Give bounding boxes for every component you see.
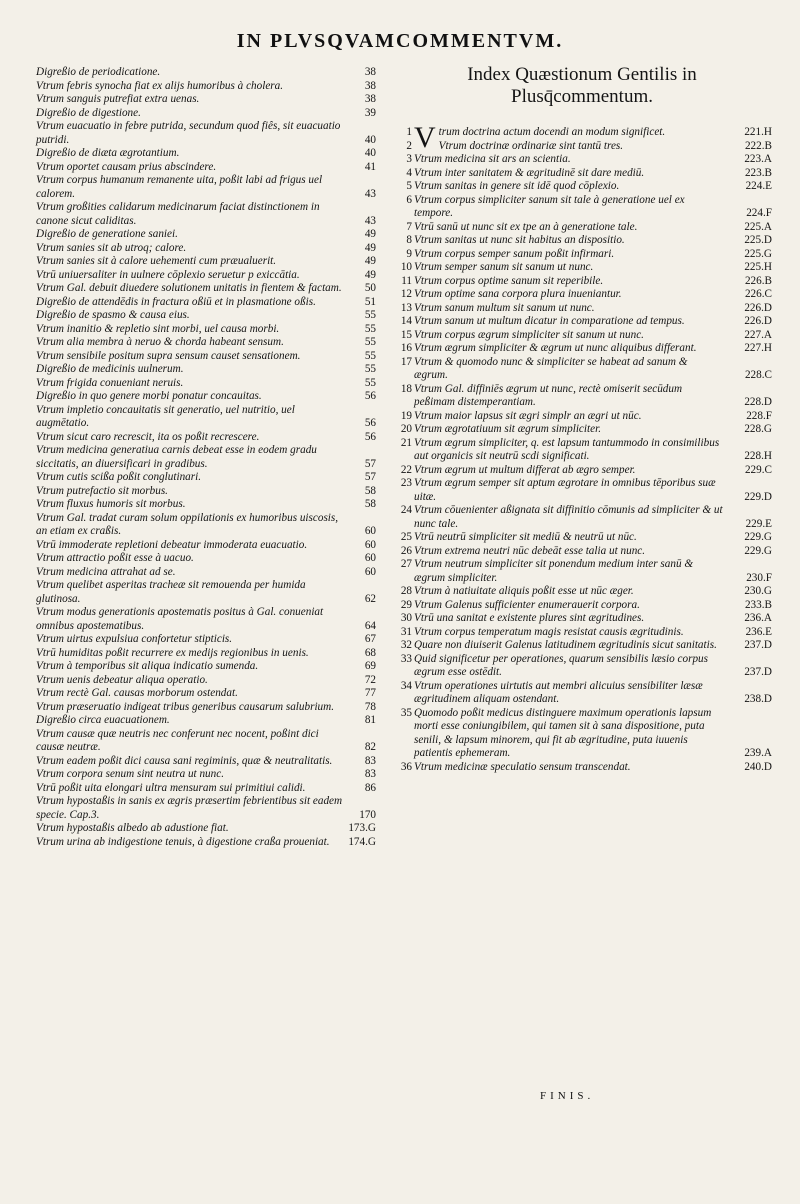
entry-text: Vtrum Gal. tradat curam solum oppilationis ex humoribus uiscosis, an etiam ex craßis. [36, 511, 339, 537]
entry-text: Digreßio de attendēdis in fractura oßiū et in plasmatione oßis. [36, 295, 316, 308]
entry-text: Vtrum urina ab indigestione tenuis, à digestione craßa proueniat. [36, 835, 330, 848]
index-entry [392, 639, 772, 653]
entry-number: 21 [400, 436, 412, 449]
entry-text: Vtrum optime sana corpora plura inueniantur. [414, 288, 622, 300]
index-entries [392, 121, 772, 774]
entry-page: 55 [364, 336, 376, 348]
entry-text: Vtrum corpus temperatum magis resistat causis ægritudinis. [414, 625, 684, 638]
entry-number: 4 [406, 166, 412, 179]
index-entry [392, 410, 772, 424]
entry-text: Vtrum inter sanitatem & ægritudinē sit dare mediū. [414, 166, 645, 179]
entry-page: 49 [364, 268, 376, 281]
entry-text: Vtrum sicut caro recrescit, ita os poßit recrescere. [36, 430, 260, 443]
entry-text: Digreßio de diæta ægrotantium. [36, 147, 180, 159]
contents-entry [36, 228, 376, 242]
entry-text: Vtrū uniuersaliter in uulnere cōplexio seruetur p exiccātia. [36, 268, 300, 281]
entry-text: Vtrum febris synocha fiat ex alijs humoribus à cholera. [36, 79, 284, 92]
entry-page: 67 [364, 633, 376, 645]
entry-number: 5 [406, 180, 412, 192]
contents-entry [36, 660, 376, 674]
entry-page: 78 [364, 700, 376, 713]
index-entry [392, 423, 772, 437]
entry-text: Vtrum ægrum simpliciter, q. est lapsum tantummodo in consimilibus aut organicis sit neutrū scdi significati. [414, 436, 720, 462]
entry-text: Vtrū immoderate repletioni debeatur immoderata euacuatio. [36, 538, 308, 551]
contents-entry [36, 350, 376, 364]
contents-entry [36, 728, 376, 755]
index-entry [392, 626, 772, 640]
index-entry [392, 599, 772, 613]
contents-entry [36, 296, 376, 310]
entry-number: 14 [400, 315, 412, 327]
contents-entry [36, 579, 376, 606]
entry-text: Vtrū poßit uita elongari ultra mensuram sui primitiui calidi. [36, 781, 306, 794]
entry-page: 238.D [744, 693, 772, 705]
entry-number: 1 [406, 126, 412, 138]
index-entry [392, 356, 772, 383]
right-column [392, 60, 772, 774]
entry-page: 240.D [744, 760, 772, 773]
index-entry [392, 707, 772, 761]
index-entry [392, 140, 772, 154]
entry-page: 222.B [744, 139, 772, 152]
entry-page: 237.D [744, 666, 772, 678]
entry-text: Digreßio de periodicatione. [36, 66, 161, 78]
entry-number: 18 [400, 382, 412, 395]
index-entry [392, 194, 772, 221]
contents-entry [36, 404, 376, 431]
index-entry [392, 680, 772, 707]
entry-number: 13 [400, 301, 412, 314]
entry-text: Digreßio de digestione. [36, 106, 141, 119]
entry-page: 68 [364, 646, 376, 659]
entry-page: 230.F [746, 571, 772, 584]
contents-entry [36, 836, 376, 850]
entry-page: 233.B [744, 598, 772, 611]
contents-entry [36, 431, 376, 445]
entry-text: Vtrum cōuenienter aßignata sit diffinitio cōmunis ad simpliciter & ut nunc tale. [414, 504, 723, 530]
entry-text: Vtrum euacuatio in febre putrida, secundum quod fiês, sit euacuatio putridi. [36, 120, 341, 146]
entry-page: 81 [364, 714, 376, 726]
entry-text: Vtrum großities calidarum medicinarum faciat distinctionem in canone sicut caliditas. [36, 201, 320, 227]
entry-page: 239.A [744, 747, 772, 759]
entry-text: Quare non diuiserit Galenus latitudinem ægritudinis sicut sanitatis. [414, 639, 717, 651]
entry-text: Vtrum uirtus expulsiua confortetur stipticis. [36, 633, 233, 645]
index-entry [392, 437, 772, 464]
entry-text: trum doctrina actum docendi an modum significet. [438, 126, 666, 138]
index-title-line2: Plusq̄commentum. [511, 86, 653, 107]
entry-text: Vtrum hypostaßis albedo ab adustione fiat. [36, 822, 229, 834]
entry-page: 43 [364, 214, 376, 227]
entry-text: Vtrum neutrum simpliciter sit ponendum medium inter sanū & ægrum simpliciter. [414, 558, 694, 584]
contents-entry [36, 93, 376, 107]
entry-text: Vtrum corpus semper sanum poßit infirmari. [414, 247, 615, 260]
entry-text: Vtrum medicina sit ars an scientia. [414, 153, 571, 165]
entry-text: Vtrum causæ quæ neutris nec conferunt nec nocent, poßint dici causæ neutræ. [36, 727, 319, 753]
contents-entry [36, 80, 376, 94]
entry-text: Vtrum maior lapsus sit ægri simplr an ægri ut nūc. [414, 409, 642, 422]
entry-text: Digreßio de medicinis uulnerum. [36, 363, 184, 375]
entry-text: Digreßio in quo genere morbi ponatur concauitas. [36, 390, 262, 402]
entry-page: 69 [364, 660, 376, 672]
contents-entry [36, 107, 376, 121]
contents-entry [36, 687, 376, 701]
index-entry [392, 275, 772, 289]
index-entry [392, 761, 772, 775]
entry-page: 60 [364, 565, 376, 578]
entry-text: Vtrum ægrotatiuum sit ægrum simpliciter. [414, 423, 601, 435]
entry-page: 40 [364, 133, 376, 146]
contents-entry [36, 552, 376, 566]
contents-entry [36, 539, 376, 553]
entry-text: Vtrum à natiuitate aliquis poßit esse ut nūc æger. [414, 585, 634, 597]
index-title [392, 64, 772, 108]
entry-text: Vtrum uenis debeatur aliqua operatio. [36, 673, 208, 686]
contents-entry [36, 768, 376, 782]
entry-text: Vtrum sanum ut multum dicatur in comparatione ad tempus. [414, 315, 685, 327]
entry-page: 223.A [744, 153, 772, 165]
contents-entry [36, 606, 376, 633]
contents-entry [36, 795, 376, 822]
entry-page: 226.D [744, 315, 772, 327]
entry-number: 26 [400, 544, 412, 557]
entry-number: 16 [400, 342, 412, 354]
entry-text: Vtrum sanguis putrefiat extra uenas. [36, 93, 200, 105]
entry-text: Vtrum corpus ægrum simpliciter sit sanum ut nunc. [414, 328, 644, 341]
contents-entry [36, 66, 376, 80]
entry-text: Vtrum hypostaßis in sanis ex ægris præsertim febrientibus sit eadem specie. Cap.3. [36, 795, 343, 821]
entry-text: Digreßio de generatione saniei. [36, 228, 178, 240]
entry-page: 56 [364, 390, 376, 402]
contents-entry [36, 674, 376, 688]
entry-number: 34 [400, 679, 412, 692]
entry-page: 228.F [746, 409, 772, 422]
entry-text: Vtrum sanitas ut nunc sit habitus an dispositio. [414, 234, 625, 246]
entry-text: Vtrum quelibet asperitas tracheæ sit remouenda per humida glutinosa. [36, 579, 306, 605]
index-entry [392, 180, 772, 194]
entry-page: 55 [364, 349, 376, 362]
entry-page: 229.D [744, 490, 772, 503]
entry-page: 229.E [745, 517, 772, 530]
entry-text: Vtrum sanies sit ab utroq; calore. [36, 241, 187, 254]
entry-page: 56 [364, 417, 376, 429]
entry-page: 225.D [744, 234, 772, 246]
contents-entry [36, 201, 376, 228]
entry-text: Vtrum frigida conueniant neruis. [36, 376, 184, 389]
contents-entry [36, 282, 376, 296]
index-entry [392, 167, 772, 181]
entry-number: 20 [400, 423, 412, 435]
entry-number: 23 [400, 477, 412, 489]
entry-page: 223.B [744, 166, 772, 179]
entry-page: 82 [364, 741, 376, 753]
entry-page: 60 [364, 525, 376, 537]
entry-page: 83 [364, 768, 376, 780]
entry-text: Vtrum sanum multum sit sanum ut nunc. [414, 301, 595, 314]
entry-page: 228.D [744, 396, 772, 408]
entry-page: 224.F [746, 207, 772, 219]
index-entry [392, 477, 772, 504]
entry-page: 173.G [348, 822, 376, 834]
entry-page: 228.H [744, 450, 772, 462]
entry-text: Vtrū una sanitat e existente plures sint ægritudines. [414, 612, 645, 624]
index-entry [392, 504, 772, 531]
entry-number: 6 [406, 193, 412, 206]
index-entry [392, 288, 772, 302]
entry-text: Quid significetur per operationes, quarum sensibilis læsio corpus ægrum esse ostēdit. [414, 652, 708, 678]
entry-text: Vtrum corpus optime sanum sit reperibile. [414, 274, 604, 287]
entry-number: 22 [400, 463, 412, 476]
contents-entry [36, 174, 376, 201]
entry-number: 9 [406, 247, 412, 260]
entry-text: Vtrum sanitas in genere sit idē quod cōplexio. [414, 180, 620, 192]
entry-text: Vtrum eadem poßit dici causa sani regiminis, quæ & neutralitatis. [36, 754, 333, 767]
entry-number: 31 [400, 625, 412, 638]
contents-entry [36, 363, 376, 377]
running-header: IN PLVSQVAMCOMMENTVM. [236, 30, 564, 52]
entry-page: 57 [364, 457, 376, 470]
entry-page: 62 [364, 592, 376, 605]
entry-page: 174.G [348, 835, 376, 848]
entry-text: Vtrum ægrum ut multum differat ab ægro semper. [414, 463, 636, 476]
entry-number: 33 [400, 652, 412, 665]
contents-entry [36, 242, 376, 256]
contents-entry [36, 782, 376, 796]
entry-page: 236.E [745, 625, 772, 638]
index-entry [392, 302, 772, 316]
entry-text: Vtrum cutis scißa poßit conglutinari. [36, 471, 202, 483]
entry-page: 225.G [744, 247, 772, 260]
entry-page: 170 [359, 808, 376, 821]
entry-page: 41 [364, 160, 376, 173]
entry-page: 226.B [744, 274, 772, 287]
entry-text: Vtrū sanū ut nunc sit ex tpe an à generatione tale. [414, 220, 638, 233]
entry-number: 36 [400, 760, 412, 773]
entry-page: 55 [364, 376, 376, 389]
index-entry [392, 464, 772, 478]
entry-page: 38 [364, 79, 376, 92]
entry-page: 226.C [744, 288, 772, 300]
entry-page: 229.C [744, 463, 772, 476]
contents-entry [36, 120, 376, 147]
contents-entry [36, 147, 376, 161]
entry-page: 49 [364, 255, 376, 267]
entry-number: 8 [406, 234, 412, 246]
entry-page: 86 [364, 781, 376, 794]
index-entry [392, 342, 772, 356]
entry-text: Vtrum sensibile positum supra sensum causet sensationem. [36, 349, 301, 362]
entry-page: 38 [364, 93, 376, 105]
drop-cap: V [414, 121, 436, 154]
entry-page: 227.H [744, 342, 772, 354]
contents-entry [36, 755, 376, 769]
entry-page: 228.G [744, 423, 772, 435]
entry-number: 29 [400, 598, 412, 611]
entry-number: 19 [400, 409, 412, 422]
entry-page: 38 [364, 66, 376, 78]
entry-text: Vtrum & quomodo nunc & simpliciter se habeat ad sanum & ægrum. [414, 355, 688, 381]
entry-number: 15 [400, 328, 412, 341]
entry-number: 32 [400, 639, 412, 651]
contents-entry [36, 323, 376, 337]
contents-entry [36, 377, 376, 391]
index-title-line1: Index Quæstionum Gentilis in [467, 64, 697, 85]
entry-text: Vtrum præseruatio indigeat tribus generibus causarum salubrium. [36, 700, 335, 713]
contents-entry [36, 471, 376, 485]
contents-entry [36, 714, 376, 728]
entry-number: 35 [400, 706, 412, 719]
entry-number: 12 [400, 288, 412, 300]
entry-page: 57 [364, 471, 376, 483]
index-entry [392, 545, 772, 559]
entry-page: 227.A [744, 328, 772, 341]
entry-number: 24 [400, 504, 412, 516]
entry-text: Digreßio circa euacuationem. [36, 714, 170, 726]
entry-text: Vtrū neutrū simpliciter sit mediū & neutrū ut nūc. [414, 531, 637, 543]
index-entry [392, 261, 772, 275]
entry-text: Vtrum operationes uirtutis aut membri alicuius sensibiliter læsæ ægritudinem aliquam ostendant. [414, 679, 703, 705]
index-entry [392, 329, 772, 343]
entry-text: Vtrum Galenus sufficienter enumerauerit corpora. [414, 598, 640, 611]
entry-page: 229.G [744, 544, 772, 557]
entry-text: Vtrum corpus simpliciter sanum sit tale à generatione uel ex tempore. [414, 193, 685, 219]
entry-text: Vtrum medicina generatiua carnis debeat esse in eodem gradu siccitatis, an diuersificari in gradibus. [36, 444, 317, 470]
index-entry [392, 612, 772, 626]
entry-page: 226.D [744, 301, 772, 314]
contents-entry [36, 269, 376, 283]
contents-entry [36, 309, 376, 323]
index-entry [392, 315, 772, 329]
entry-page: 224.E [745, 180, 772, 192]
entry-page: 49 [364, 241, 376, 254]
entry-page: 230.G [744, 585, 772, 597]
entry-number: 30 [400, 612, 412, 624]
contents-entry [36, 822, 376, 836]
entry-page: 228.C [744, 369, 772, 381]
entry-page: 64 [364, 619, 376, 632]
entry-number: 3 [406, 153, 412, 165]
entry-page: 40 [364, 147, 376, 159]
entry-page: 58 [364, 498, 376, 510]
entry-text: Vtrum attractio poßit esse à uacuo. [36, 552, 194, 564]
contents-entry [36, 633, 376, 647]
entry-page: 225.H [744, 261, 772, 273]
contents-entry [36, 255, 376, 269]
entry-page: 221.H [744, 126, 772, 138]
entry-text: Vtrum rectè Gal. causas morborum ostendat. [36, 687, 238, 699]
left-column [36, 66, 376, 849]
entry-text: Vtrum ægrum semper sit aptum ægrotare in omnibus tēporibus suæ uitæ. [414, 477, 716, 503]
contents-entry [36, 161, 376, 175]
contents-entry [36, 336, 376, 350]
entry-page: 50 [364, 282, 376, 294]
entry-page: 83 [364, 754, 376, 767]
entry-text: Vtrum Gal. diffiniēs ægrum ut nunc, rectè omiserit secūdum peßimam distemperantiam. [414, 382, 683, 408]
entry-page: 55 [364, 322, 376, 335]
entry-text: Vtrum putrefactio sit morbus. [36, 484, 168, 497]
entry-text: Vtrum corpora senum sint neutra ut nunc. [36, 768, 225, 780]
entry-page: 236.A [744, 612, 772, 624]
entry-text: Vtrum doctrinæ ordinariæ sint tantū tres. [438, 139, 624, 152]
contents-entry [36, 498, 376, 512]
entry-page: 60 [364, 552, 376, 564]
entry-page: 77 [364, 687, 376, 699]
contents-entry [36, 701, 376, 715]
entry-text: Vtrū humiditas poßit recurrere ex medijs regionibus in uenis. [36, 646, 309, 659]
entry-text: Vtrum medicina attrahat ad se. [36, 565, 176, 578]
entry-text: Digreßio de spasmo & causa eius. [36, 309, 190, 321]
contents-entry [36, 512, 376, 539]
contents-entry [36, 444, 376, 471]
entry-page: 58 [364, 484, 376, 497]
entry-page: 51 [364, 295, 376, 308]
entry-text: Vtrum alia membra à neruo & chorda habeant sensum. [36, 336, 284, 348]
entry-text: Vtrum ægrum simpliciter & ægrum ut nunc aliquibus differant. [414, 342, 697, 354]
entry-text: Vtrum semper sanum sit sanum ut nunc. [414, 261, 594, 273]
entry-text: Vtrum fluxus humoris sit morbus. [36, 498, 186, 510]
entry-text: Vtrum medicinæ speculatio sensum transcendat. [414, 760, 631, 773]
entry-number: 28 [400, 585, 412, 597]
entry-number: 7 [406, 220, 412, 233]
entry-text: Vtrum à temporibus sit aliqua indicatio sumenda. [36, 660, 259, 672]
index-entry [392, 234, 772, 248]
entry-text: Vtrum modus generationis apostematis positus à Gal. conueniat omnibus apostematibus. [36, 606, 324, 632]
entry-text: Vtrum sanies sit à calore uehementi cum præualuerit. [36, 255, 277, 267]
entry-text: Vtrum Gal. debuit diuedere solutionem unitatis in fientem & factam. [36, 282, 342, 294]
finis-text: FINIS. [540, 1090, 595, 1102]
entry-number: 2 [406, 139, 412, 152]
index-entry [392, 383, 772, 410]
entry-number: 10 [400, 261, 412, 273]
index-entry [392, 248, 772, 262]
entry-number: 27 [400, 558, 412, 570]
entry-page: 72 [364, 673, 376, 686]
entry-page: 49 [364, 228, 376, 240]
entry-number: 17 [400, 355, 412, 368]
index-entry [392, 153, 772, 167]
contents-entry [36, 566, 376, 580]
entry-page: 55 [364, 309, 376, 321]
entry-text: Vtrum inanitio & repletio sint morbi, uel causa morbi. [36, 322, 280, 335]
entry-number: 11 [401, 274, 412, 287]
entry-page: 225.A [744, 220, 772, 233]
entry-text: Vtrum corpus humanum remanente uita, poßit labi ad frigus uel calorem. [36, 174, 323, 200]
entry-page: 229.G [744, 531, 772, 543]
contents-entry [36, 485, 376, 499]
index-entry [392, 585, 772, 599]
entry-text: Vtrum oportet causam prius abscindere. [36, 160, 217, 173]
entry-page: 56 [364, 430, 376, 443]
contents-entry [36, 390, 376, 404]
index-entry [392, 558, 772, 585]
contents-entry [36, 647, 376, 661]
entry-page: 60 [364, 538, 376, 551]
index-entry [392, 531, 772, 545]
index-entry [392, 653, 772, 680]
entry-page: 237.D [744, 639, 772, 651]
entry-text: Vtrum impletio concauitatis sit generatio, uel nutritio, uel augmētatio. [36, 403, 295, 429]
entry-number: 25 [400, 531, 412, 543]
index-entry [392, 221, 772, 235]
entry-page: 39 [364, 106, 376, 119]
entry-page: 55 [364, 363, 376, 375]
entry-page: 43 [364, 187, 376, 200]
entry-text: Vtrum extrema neutri nūc debeāt esse talia ut nunc. [414, 544, 646, 557]
entry-text: Quomodo poßit medicus distinguere maximum operationis lapsum morti esse coniungibilem, qui tamen sit à sana dispositione, puta senili, & lapsum minorem, qui fit ab ægritudine, puta iuuenis patientis ephemeram. [414, 706, 712, 759]
